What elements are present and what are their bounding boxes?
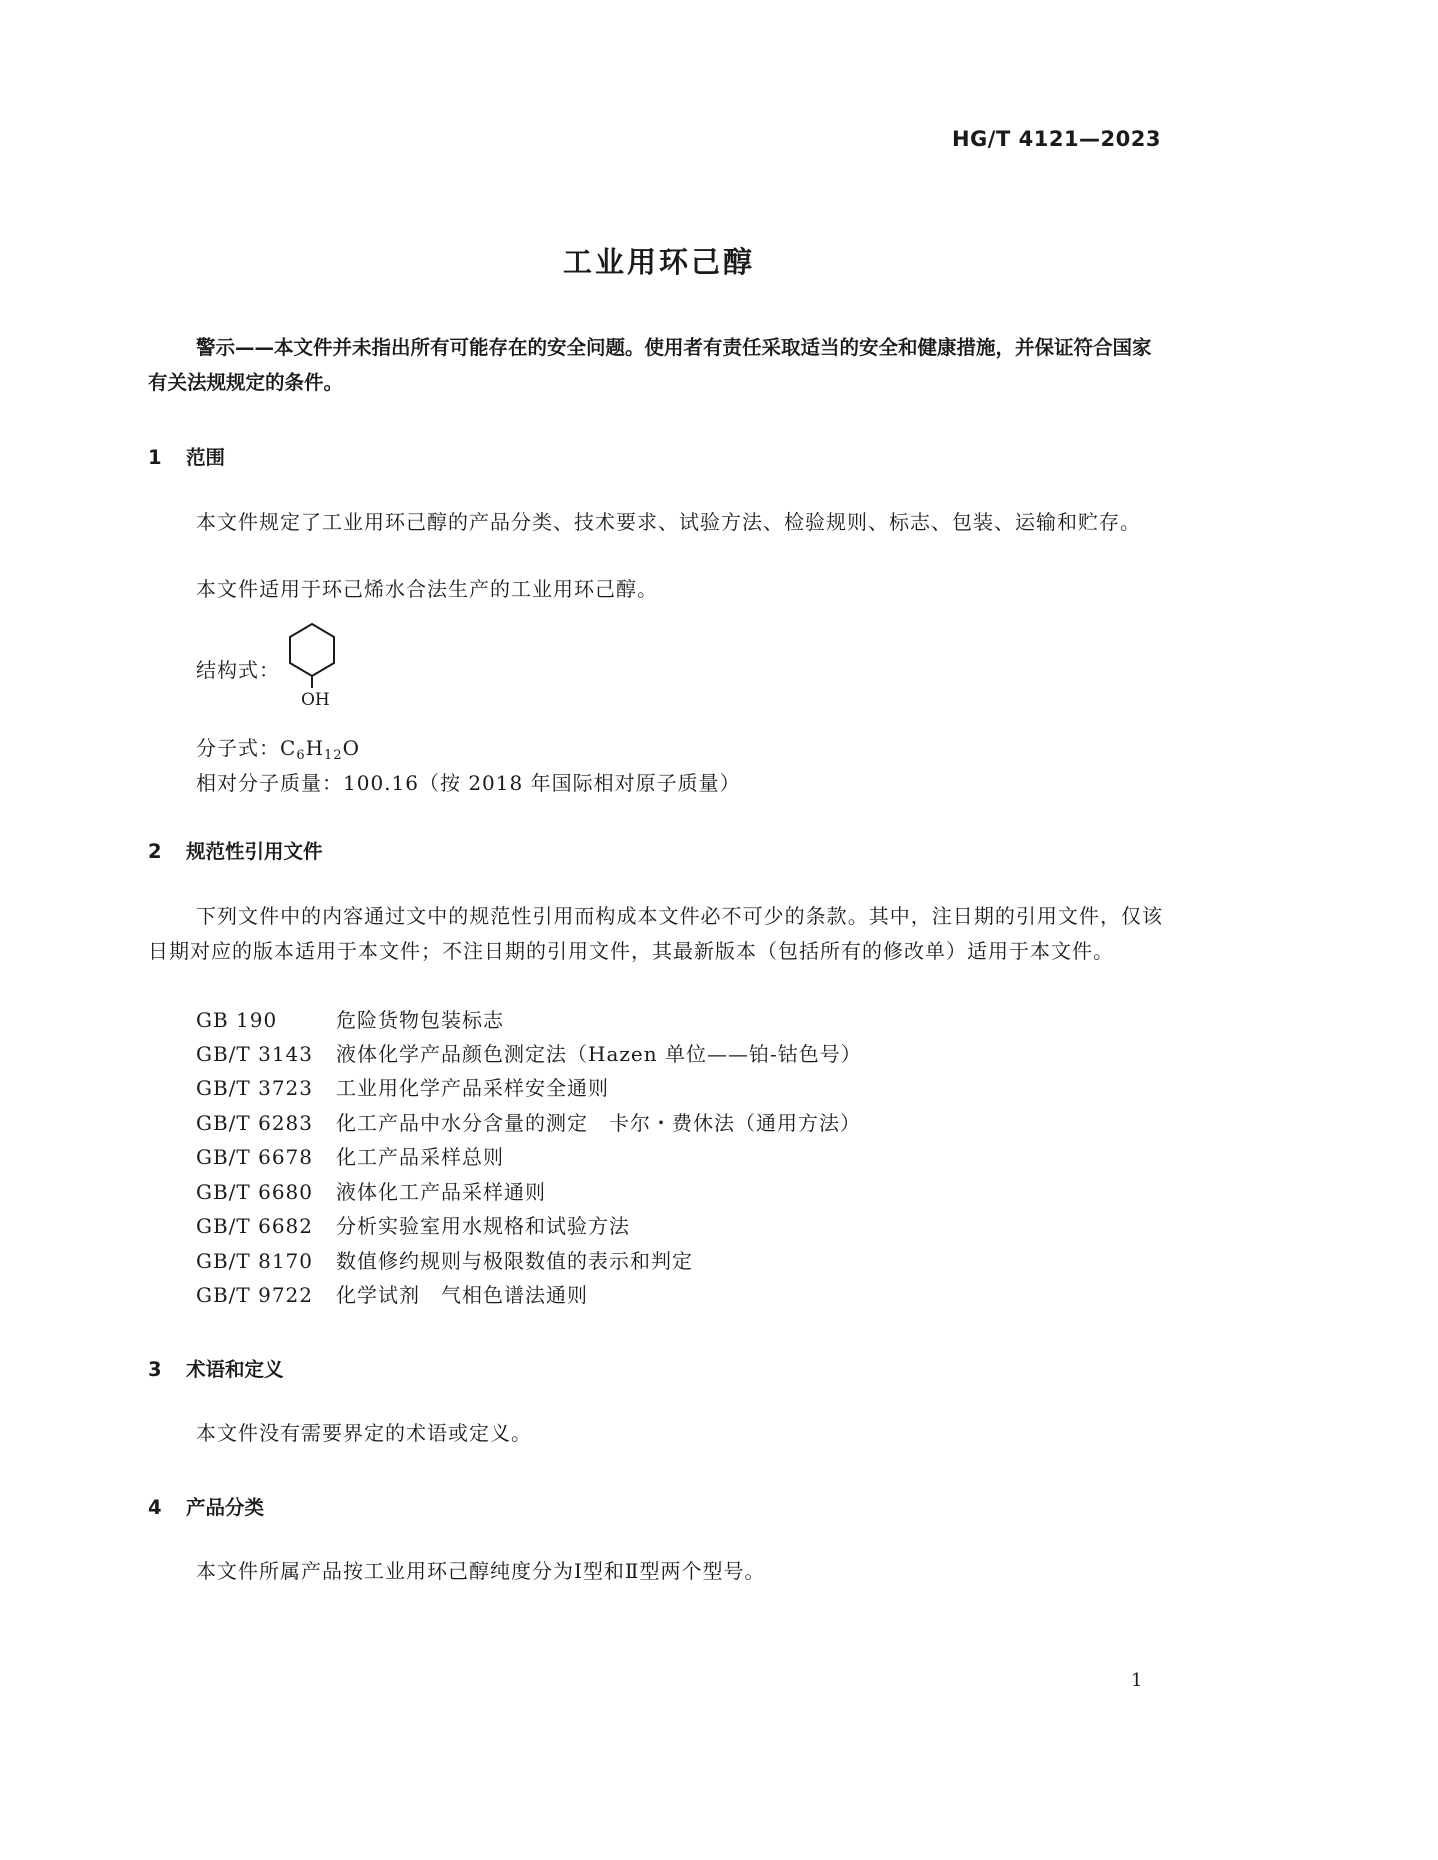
terms-paragraph: 本文件没有需要界定的术语或定义。 bbox=[196, 1421, 532, 1445]
reference-item bbox=[196, 1245, 693, 1274]
formula-o: O bbox=[342, 736, 360, 760]
references-intro: 下列文件中的内容通过文中的规范性引用而构成本文件必不可少的条款。其中，注日期的引用文件，仅该日期对应的版本适用于本文件；不注日期的引用文件，其最新版本（包括所有的修改单）适用于本文件。 bbox=[148, 904, 1163, 963]
formula-h: H bbox=[305, 736, 325, 760]
section-number: 3 bbox=[148, 1358, 162, 1381]
reference-title: 液体化学产品颜色测定法（Hazen 单位——铂-钴色号） bbox=[336, 1042, 862, 1066]
structure-oh-label: OH bbox=[301, 690, 330, 710]
section-title: 范围 bbox=[186, 446, 226, 469]
reference-title: 化工产品采样总则 bbox=[336, 1145, 504, 1169]
reference-code: GB/T 3723 bbox=[196, 1076, 314, 1100]
reference-title: 危险货物包装标志 bbox=[336, 1008, 504, 1032]
reference-item bbox=[196, 1004, 504, 1033]
formula-c-count: 6 bbox=[296, 748, 306, 763]
reference-title: 液体化工产品采样通则 bbox=[336, 1180, 546, 1204]
section-title: 产品分类 bbox=[186, 1496, 265, 1519]
scope-paragraph-2: 本文件适用于环己烯水合法生产的工业用环己醇。 bbox=[196, 577, 658, 601]
reference-item bbox=[196, 1279, 588, 1308]
reference-item bbox=[196, 1141, 504, 1170]
standard-code: HG/T 4121—2023 bbox=[951, 127, 1161, 151]
reference-title: 化工产品中水分含量的测定 卡尔・费休法（通用方法） bbox=[336, 1111, 861, 1135]
section-number: 4 bbox=[148, 1496, 162, 1519]
reference-item bbox=[196, 1107, 861, 1136]
document-title: 工业用环己醇 bbox=[562, 245, 755, 279]
reference-code: GB/T 6682 bbox=[196, 1214, 314, 1238]
section-title: 规范性引用文件 bbox=[186, 840, 323, 863]
reference-title: 分析实验室用水规格和试验方法 bbox=[336, 1214, 630, 1238]
section-number: 1 bbox=[148, 446, 162, 469]
reference-code: GB/T 9722 bbox=[196, 1283, 314, 1307]
section-1-heading bbox=[148, 442, 225, 470]
page-number: 1 bbox=[1131, 1670, 1143, 1691]
section-title: 术语和定义 bbox=[186, 1358, 284, 1381]
reference-item bbox=[196, 1038, 862, 1067]
scope-paragraph-1: 本文件规定了工业用环己醇的产品分类、技术要求、试验方法、检验规则、标志、包装、运输和贮存。 bbox=[196, 510, 1141, 534]
reference-code: GB/T 6283 bbox=[196, 1111, 314, 1135]
section-3-heading bbox=[148, 1354, 284, 1382]
reference-title: 工业用化学产品采样安全通则 bbox=[336, 1076, 609, 1100]
reference-code: GB/T 6680 bbox=[196, 1180, 314, 1204]
section-2-heading bbox=[148, 836, 323, 864]
reference-code: GB/T 6678 bbox=[196, 1145, 314, 1169]
reference-code: GB/T 3143 bbox=[196, 1042, 314, 1066]
formula-h-count: 12 bbox=[324, 748, 343, 763]
molecular-formula bbox=[196, 732, 360, 763]
classification-paragraph: 本文件所属产品按工业用环己醇纯度分为Ⅰ型和Ⅱ型两个型号。 bbox=[196, 1559, 766, 1583]
section-4-heading bbox=[148, 1492, 264, 1520]
reference-code: GB/T 8170 bbox=[196, 1249, 314, 1273]
reference-title: 数值修约规则与极限数值的表示和判定 bbox=[336, 1249, 693, 1273]
reference-item bbox=[196, 1176, 546, 1205]
warning-notice: 警示——本文件并未指出所有可能存在的安全问题。使用者有责任采取适当的安全和健康措施，并保证符合国家有关法规规定的条件。 bbox=[148, 336, 1152, 394]
molar-mass: 相对分子质量：100.16（按 2018 年国际相对原子质量） bbox=[196, 771, 741, 795]
reference-title: 化学试剂 气相色谱法通则 bbox=[336, 1283, 588, 1307]
structure-label: 结构式： bbox=[196, 658, 280, 682]
section-number: 2 bbox=[148, 840, 162, 863]
formula-label: 分子式： bbox=[196, 736, 280, 760]
formula-c: C bbox=[280, 736, 297, 760]
reference-item bbox=[196, 1072, 609, 1101]
reference-code: GB 190 bbox=[196, 1008, 278, 1032]
reference-item bbox=[196, 1210, 630, 1239]
